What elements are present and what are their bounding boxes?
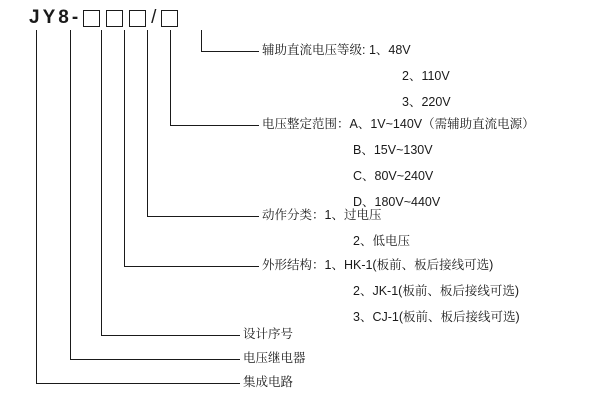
- label-range-line-1: 电压整定范围：A、1V~140V（需辅助直流电源）: [262, 117, 535, 131]
- leader-line-structure-vertical: [124, 30, 125, 267]
- label-aux-dc-line-1: 辅助直流电压等级: 1、48V: [262, 43, 411, 57]
- label-action-line-2: 2、低电压: [353, 234, 410, 248]
- label-aux-dc-line-2: 2、110V: [402, 69, 450, 83]
- code-box-2: [106, 10, 123, 27]
- leader-line-aux-dc-horizontal: [201, 51, 259, 52]
- code-char-y: Y: [42, 7, 57, 28]
- code-char-dash: -: [71, 7, 80, 28]
- leader-line-ic-vertical: [36, 30, 37, 384]
- label-range-line-3: C、80V~240V: [353, 169, 434, 183]
- code-char-8: 8: [58, 7, 70, 28]
- leader-line-structure-horizontal: [124, 266, 259, 267]
- label-structure-line-2: 2、JK-1(板前、板后接线可选): [353, 284, 519, 298]
- leader-line-ic-horizontal: [36, 383, 240, 384]
- leader-line-relay-horizontal: [70, 359, 240, 360]
- label-structure-line-1: 外形结构：1、HK-1(板前、板后接线可选): [262, 258, 494, 272]
- label-integrated-circuit: 集成电路: [243, 375, 294, 389]
- code-box-3: [129, 10, 146, 27]
- leader-line-relay-vertical: [70, 30, 71, 360]
- leader-line-aux-dc-vertical: [201, 30, 202, 52]
- label-design-sequence: 设计序号: [243, 327, 294, 341]
- label-voltage-relay: 电压继电器: [243, 351, 306, 365]
- leader-line-action-vertical: [147, 30, 148, 217]
- code-slash: /: [151, 7, 157, 28]
- code-char-j: J: [29, 7, 41, 28]
- label-structure-line-3: 3、CJ-1(板前、板后接线可选): [353, 310, 520, 324]
- leader-line-action-horizontal: [147, 216, 259, 217]
- leader-line-design-vertical: [101, 30, 102, 336]
- code-box-1: [83, 10, 100, 27]
- label-range-line-4: D、180V~440V: [353, 195, 441, 209]
- leader-line-range-horizontal: [170, 125, 259, 126]
- model-code: [28, 6, 181, 30]
- label-action-line-1: 动作分类：1、过电压: [262, 208, 382, 222]
- code-box-4: [161, 10, 178, 27]
- leader-line-design-horizontal: [101, 335, 240, 336]
- label-aux-dc-line-3: 3、220V: [402, 95, 451, 109]
- leader-line-range-vertical: [170, 30, 171, 126]
- label-range-line-2: B、15V~130V: [353, 143, 433, 157]
